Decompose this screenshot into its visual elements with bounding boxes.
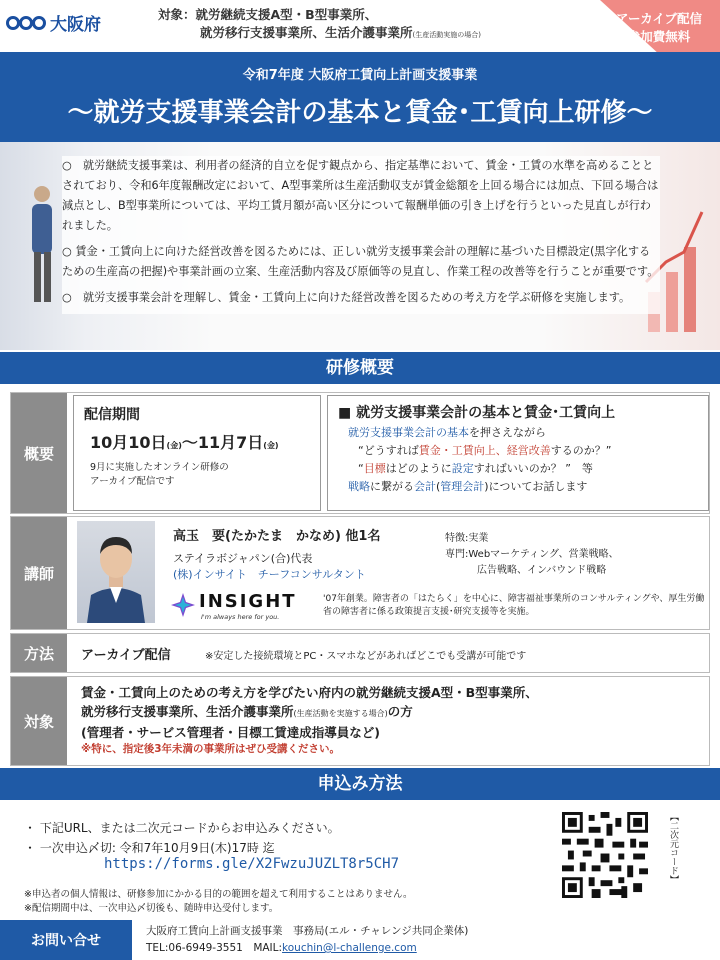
method-note: ※安定した接続環境とPC・スマホなどがあればどこでも受講が可能です [205,651,527,662]
period-note: 9月に実施したオンライン研修の アーカイブ配信です [90,462,229,487]
ribbon-line2: 参加費無料 [627,29,691,44]
header-target-line2: 就労移行支援事業所、生活介護事業所 [200,25,413,40]
logo-text: 大阪府 [50,15,101,35]
ribbon-line1: アーカイブ配信 [615,11,703,26]
header-target [158,6,481,44]
main-title: 〜就労支援事業会計の基本と賃金･工賃向上研修〜 [67,98,653,128]
apply-notes: ※申込者の個人情報は、研修参加にかかる目的の範囲を超えて利用することはありません。 ※配信期間中は、一次申込〆切後も、随時申込受付します。 [24,889,413,914]
contact-body [146,923,468,957]
lecturer-specialty: 特徴:実業 専門:Webマーケティング、営業戦略、 広告戦略、インバウンド戦略 [445,533,619,576]
title-band [0,52,720,142]
contact-section [0,920,720,960]
lecturer-bio: '07年創業。障害者の「はたらく」を中心に、障害福祉事業所のコンサルティングや、厚生労働省の障害者に係る政策提言支援･研究支援等を実施。 [323,594,705,617]
header-target-line2-small: (生産活動実施の場合) [412,31,481,39]
method-row [10,633,710,673]
insight-logo [169,591,313,623]
qr-label: 【二次元コード】 [668,812,678,884]
insight-logo-tagline: I'm always here for you. [201,613,280,621]
lecturer-name: 高玉 要(たかたま かなめ) 他1名 [173,529,381,544]
target-text: 賃金・工賃向上のための考え方を学びたい府内の就労継続支援A型・B型事業所、 就労移行支援事業所、生活介護事業所(生産活動を実施する場合)の方 (管理者・サービス管理者・目標工賃達成指導員など) ※特に、指定後3年未満の事業所はぜひ受講ください。 [81,685,538,755]
figure-person-icon [14,182,64,332]
period-heading: 配信期間 [84,407,140,423]
period-dates: 10月10日(金)〜11月7日(金) [90,433,279,452]
overview-label: 概要 [11,393,67,513]
overview-row [10,392,710,514]
apply-heading: 申込み方法 [0,768,720,800]
lecturer-org: ステイラボジャパン(合)代表 (株)インサイト チーフコンサルタント [173,552,366,581]
insight-logo-word: INSIGHT [199,591,297,612]
header-target-line1: 対象：就労継続支援A型・B型事業所、 [158,7,378,22]
qr-code-icon[interactable] [562,812,648,898]
lecturer-label: 講師 [11,517,67,629]
target-label: 対象 [11,677,67,765]
content-body: 就労支援事業会計の基本を押さえながら “どうすれば賃金・工賃向上、経営改善するのか？” “目標はどのように設定すればいいのか？ ” 等 戦略に繋がる会計(管理会計)についてお話します [348,426,612,493]
subtitle: 令和7年度 大阪府工賃向上計画支援事業 [242,68,478,83]
lecturer-photo [77,521,155,623]
content-heading: ■ 就労支援事業会計の基本と賃金･工賃向上 [338,405,616,421]
contact-tel: TEL:06-6949-3551 MAIL: [146,942,283,954]
intro-paragraph-3: ○ 就労支援事業会計を理解し、賃金・工賃向上に向けた経営改善を図るための考え方を学ぶ研修を実施します。 [62,291,631,304]
logo [6,10,101,35]
intro-paragraph-1: ○ 就労継続支援事業は、利用者の経済的自立を促す観点から、指定基準において、賃金・工賃の水準を高めることとされており、令和6年度報酬改定において、A型事業所は生産活動収支が賃金総額を上回る場合には加点、下回る場合は減点とし、B型事業所については、平均工賃月額が高い区分について報酬単価の引き上げを行うといった見直しが行われました。 [62,159,659,232]
method-label: 方法 [11,634,67,672]
intro-text [62,156,660,314]
intro-paragraph-2: ○ 賃金・工賃向上に向けた経営改善を図るためには、正しい就労支援事業会計の理解に基づいた目標設定(黒字化するための生産高の把握)や事業計画の立案、生産活動内容及び原価等の見直し、作業工程の改善等を行うことが重要です。 [62,245,659,278]
target-row [10,676,710,766]
osaka-logo-icon [6,12,46,34]
contact-label: お問い合せ [0,920,132,960]
portrait-icon [77,521,155,623]
contact-org: 大阪府工賃向上計画支援事業 事務局(エル・チャレンジ共同企業体) [146,925,469,937]
insight-star-icon [169,591,197,619]
method-value: アーカイブ配信 [81,648,171,663]
content-box [327,395,709,511]
overview-heading: 研修概要 [0,352,720,384]
apply-section [0,800,720,920]
apply-url-link[interactable]: https://forms.gle/X2FwzuJUZLT8r5CH7 [104,856,400,872]
intro-section [0,142,720,350]
lecturer-row [10,516,710,630]
contact-mail-link[interactable]: kouchin@l-challenge.com [282,942,417,954]
period-box [73,395,321,511]
apply-bullets: ・ 下記URL、または二次元コードからお申込みください。 ・ 一次申込〆切: 令和7年10月9日(木)17時 迄 [24,821,340,855]
